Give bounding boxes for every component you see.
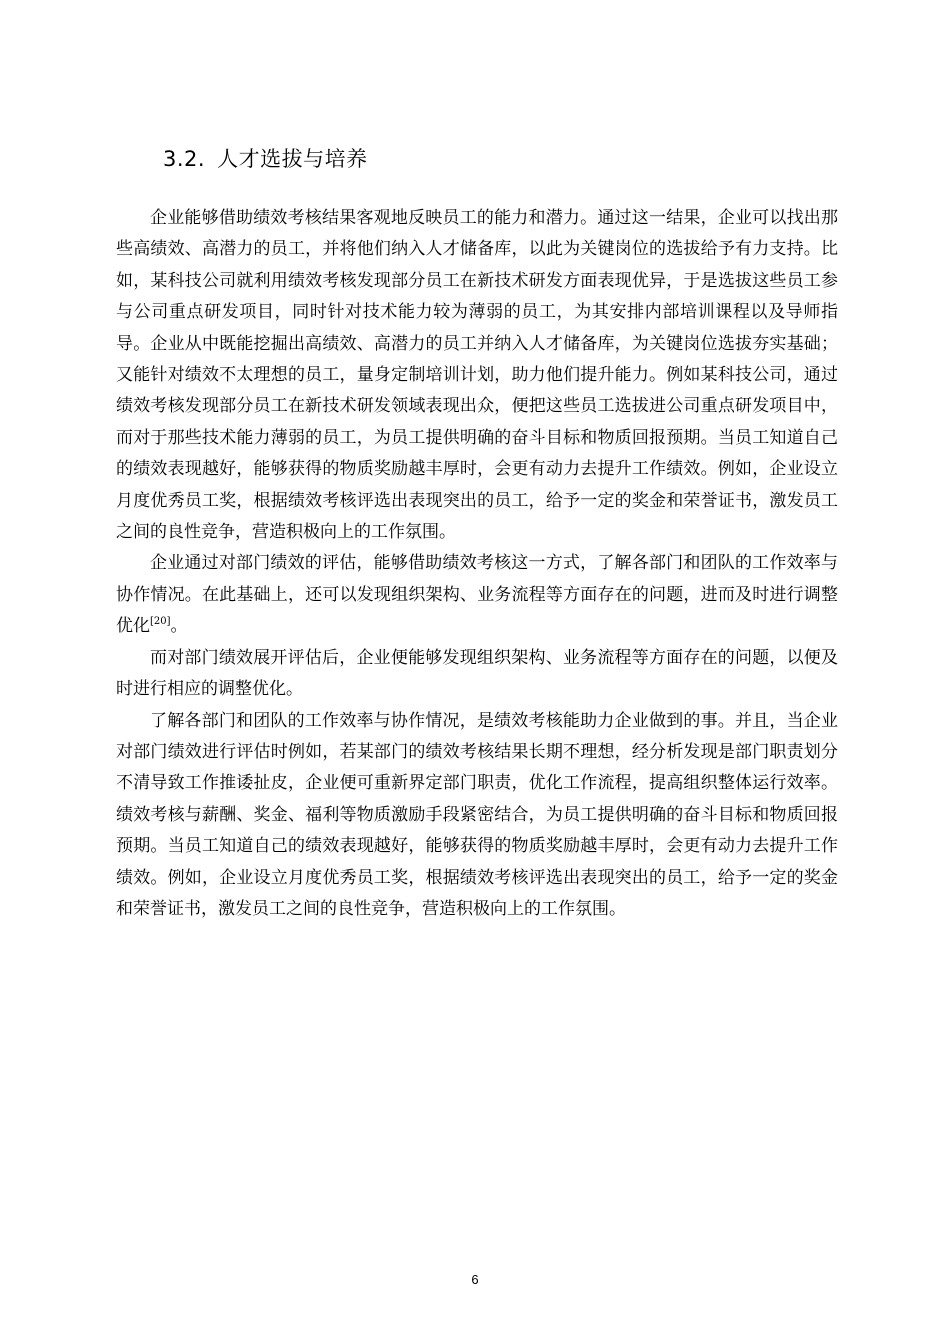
body-text xyxy=(116,203,838,925)
paragraph-2-tail: 。 xyxy=(170,616,188,637)
paragraph-2 xyxy=(116,548,838,642)
paragraph-1: 企业能够借助绩效考核结果客观地反映员工的能力和潜力。通过这一结果，企业可以找出那些高绩效、高潜力的员工，并将他们纳入人才储备库，以此为关键岗位的选拔给予有力支持。比如，某科技公司就利用绩效考核发现部分员工在新技术研发方面表现优异，于是选拔这些员工参与公司重点研发项目，同时针对技术能力较为薄弱的员工，为其安排内部培训课程以及导师指导。企业从中既能挖掘出高绩效、高潜力的员工并纳入人才储备库，为关键岗位选拔夯实基础；又能针对绩效不太理想的员工，量身定制培训计划，助力他们提升能力。例如某科技公司，通过绩效考核发现部分员工在新技术研发领域表现出众，便把这些员工选拔进公司重点研发项目中，而对于那些技术能力薄弱的员工，为员工提供明确的奋斗目标和物质回报预期。当员工知道自己的绩效表现越好，能够获得的物质奖励越丰厚时，会更有动力去提升工作绩效。例如，企业设立月度优秀员工奖，根据绩效考核评选出表现突出的员工，给予一定的奖金和荣誉证书，激发员工之间的良性竞争，营造积极向上的工作氛围。 xyxy=(116,208,838,543)
section-heading xyxy=(163,144,368,174)
citation-marker: [20] xyxy=(150,616,171,628)
paragraph-4: 了解各部门和团队的工作效率与协作情况，是绩效考核能助力企业做到的事。并且，当企业对部门绩效进行评估时例如，若某部门的绩效考核结果长期不理想，经分析发现是部门职责划分不清导致工作推诿扯皮，企业便可重新界定部门职责，优化工作流程，提高组织整体运行效率。绩效考核与薪酬、奖金、福利等物质激励手段紧密结合，为员工提供明确的奋斗目标和物质回报预期。当员工知道自己的绩效表现越好，能够获得的物质奖励越丰厚时，会更有动力去提升工作绩效。例如，企业设立月度优秀员工奖，根据绩效考核评选出表现突出的员工，给予一定的奖金和荣誉证书，激发员工之间的良性竞争，营造积极向上的工作氛围。 xyxy=(116,710,838,919)
paragraph-3: 而对部门绩效展开评估后，企业便能够发现组织架构、业务流程等方面存在的问题，以便及时进行相应的调整优化。 xyxy=(116,647,838,700)
section-number: 3.2. xyxy=(163,147,206,171)
section-title: 人才选拔与培养 xyxy=(217,147,368,171)
paragraph-2-text: 企业通过对部门绩效的评估，能够借助绩效考核这一方式，了解各部门和团队的工作效率与协作情况。在此基础上，还可以发现组织架构、业务流程等方面存在的问题，进而及时进行调整优化 xyxy=(116,553,838,637)
page-number: 6 xyxy=(471,1272,479,1287)
